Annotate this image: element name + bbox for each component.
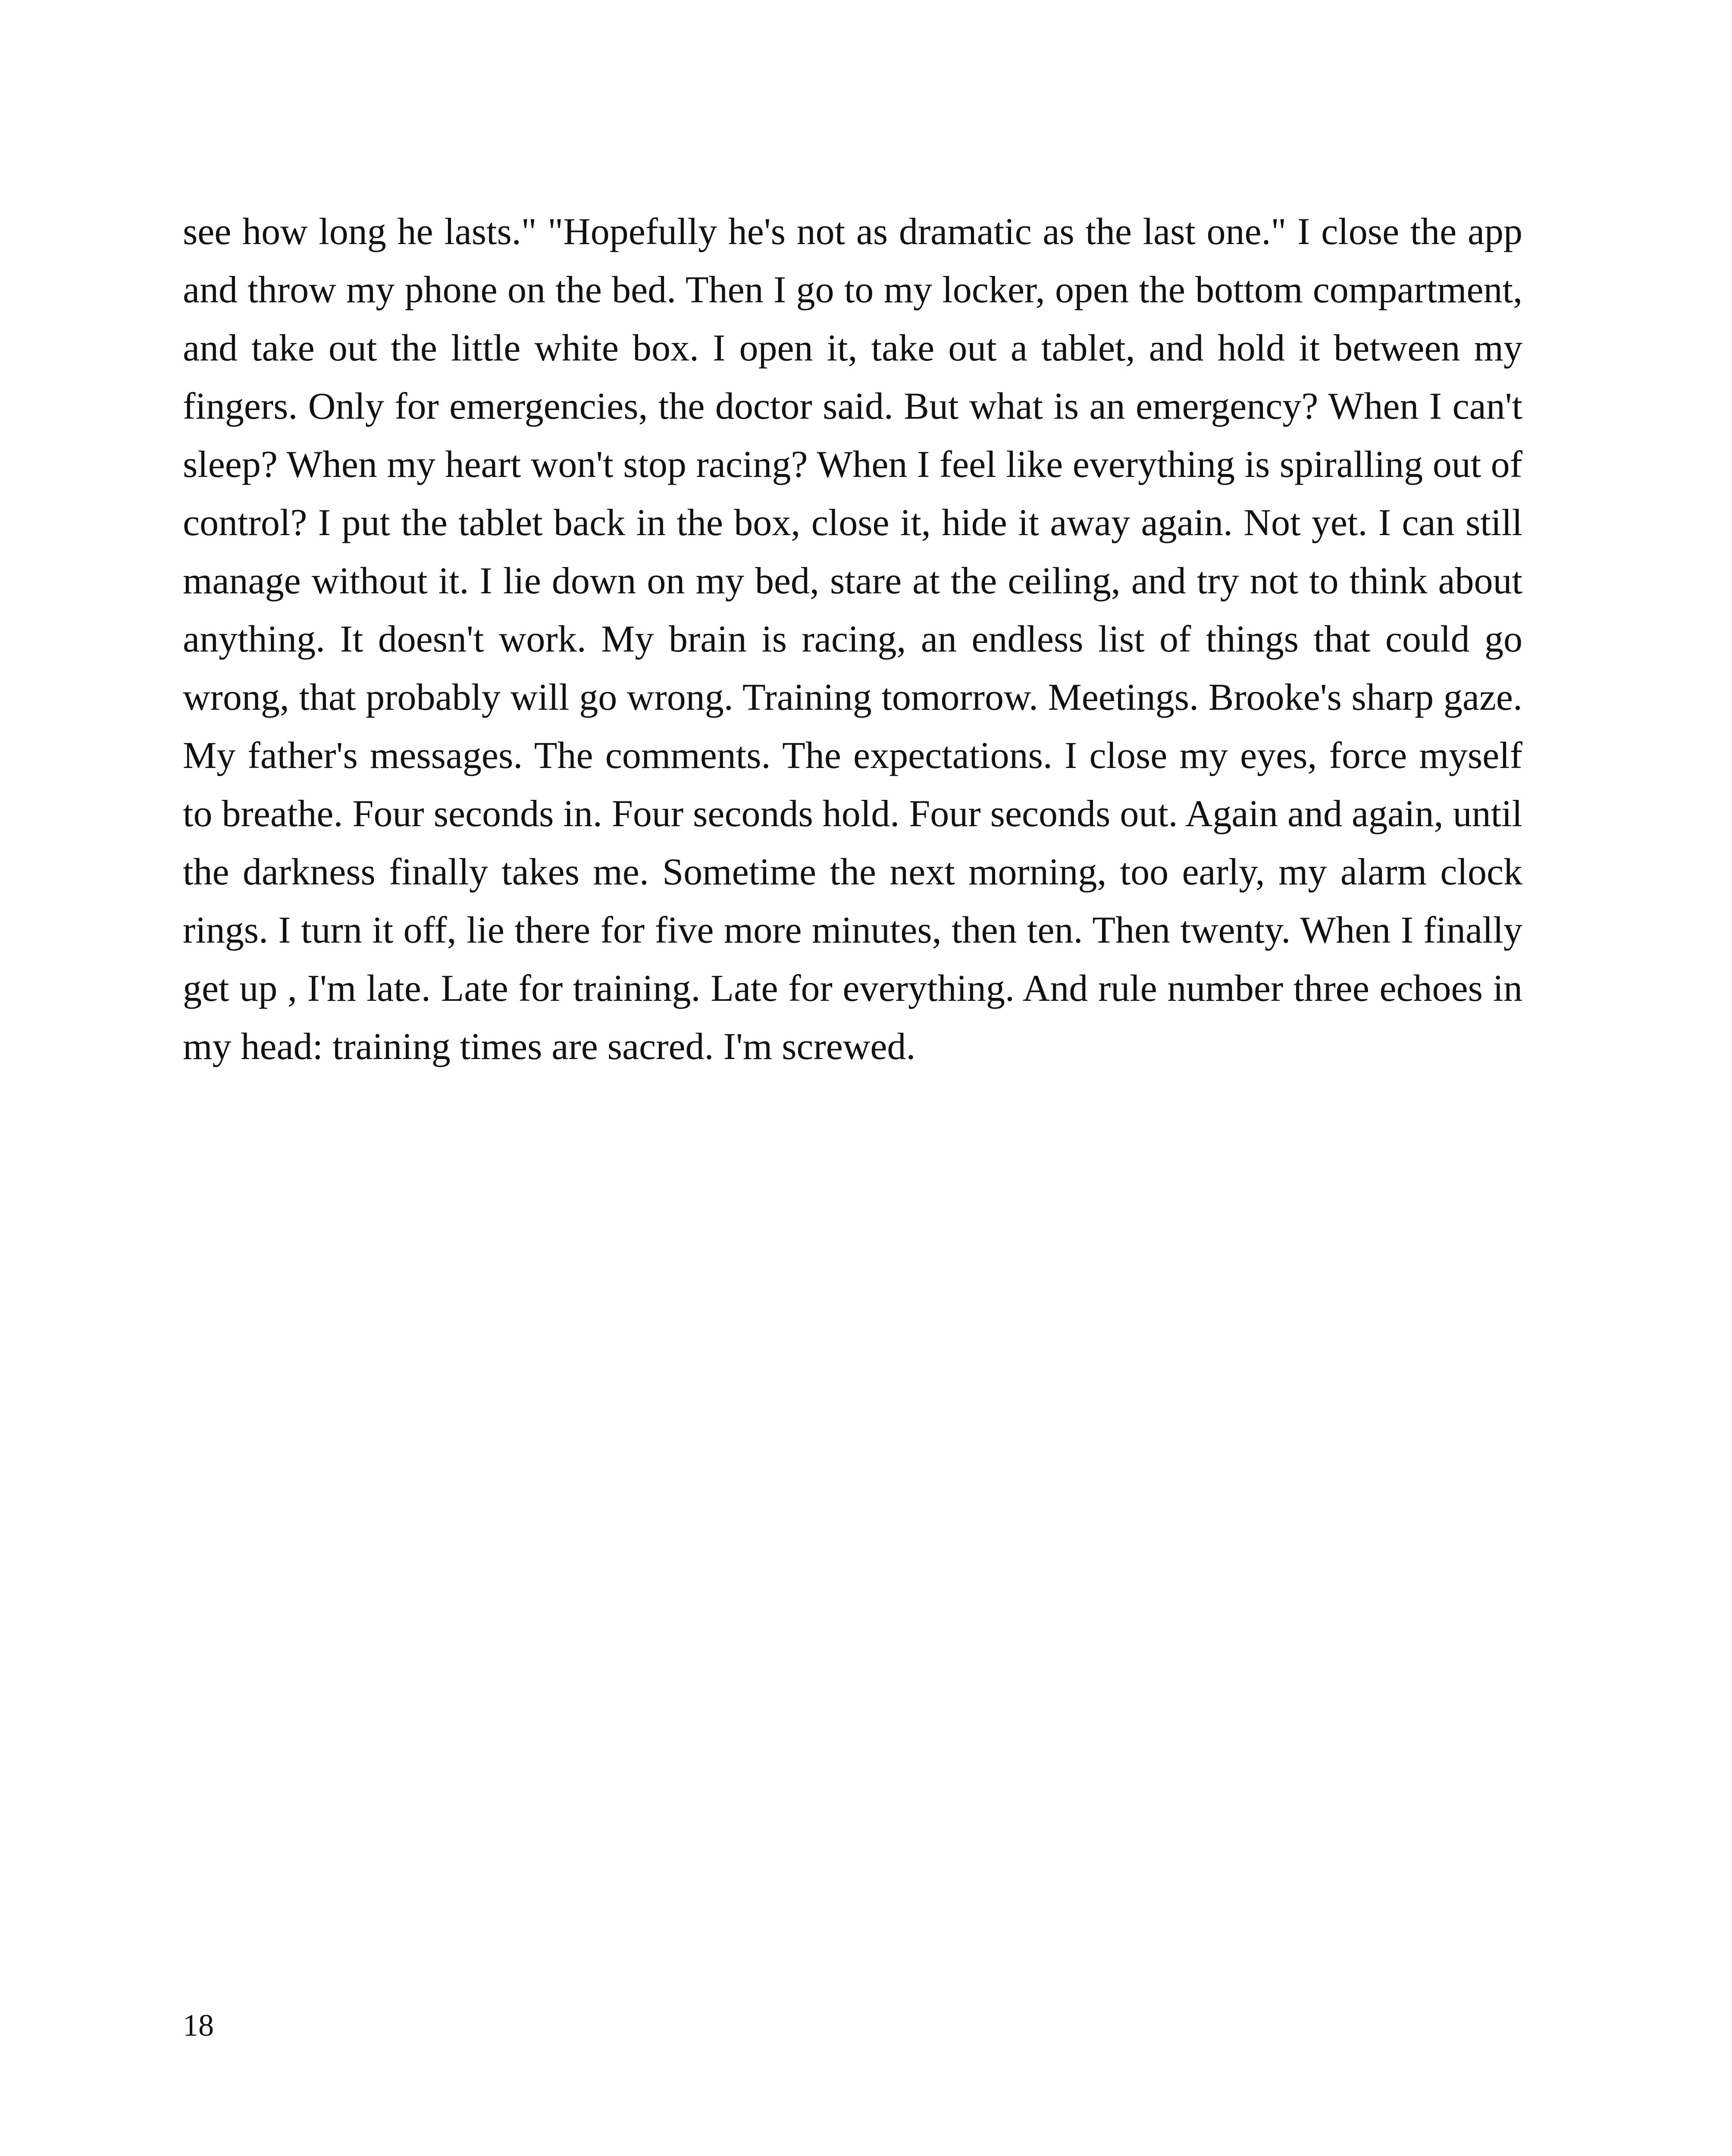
- body-paragraph: see how long he lasts." "Hopefully he's not as dramatic as the last one." I close the app and throw my phone on the bed. Then I go to my locker, open the bottom compartment, and take out the little white box. I open it, take out a tablet, and hold it between my fingers. Only for emergencies, the doctor said. But what is an emergency? When I can't sleep? When my heart won't stop racing? When I feel like everything is spiralling out of control? I put the tablet back in the box, close it, hide it away again. Not yet. I can still manage without it. I lie down on my bed, stare at the ceiling, and try not to think about anything. It doesn't work. My brain is racing, an endless list of things that could go wrong, that probably will go wrong. Training tomorrow. Meetings. Brooke's sharp gaze. My father's messages. The comments. The expectations. I close my eyes, force myself to breathe. Four seconds in. Four seconds hold. Four seconds out. Again and again, until the darkness finally takes me. Sometime the next morning, too early, my alarm clock rings. I turn it off, lie there for five more minutes, then ten. Then twenty. When I finally get up , I'm late. Late for training. Late for everything. And rule number three echoes in my head: training times are sacred. I'm screwed.: [183, 211, 1522, 1068]
- page-number: 18: [183, 2008, 214, 2043]
